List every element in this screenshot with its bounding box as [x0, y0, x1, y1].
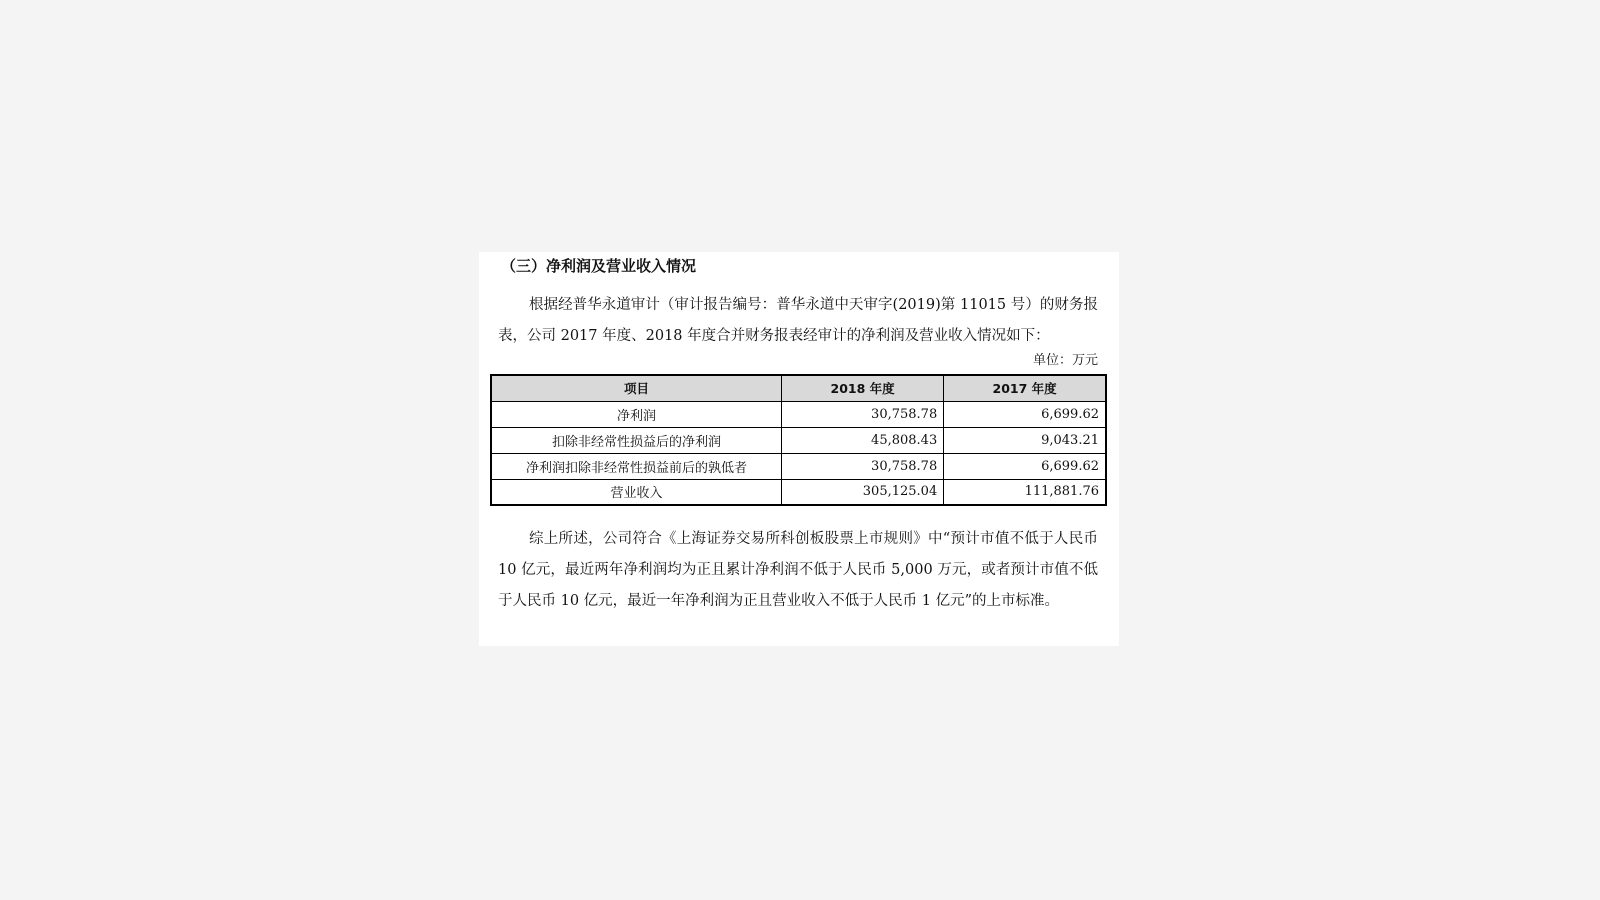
conclusion-paragraph: 综上所述，公司符合《上海证券交易所科创板股票上市规则》中“预计市值不低于人民币 10 亿元，最近两年净利润均为正且累计净利润不低于人民币 5,000 万元，或者预计市值不低于人民币 10 亿元，最近一年净利润为正且营业收入不低于人民币 1 亿元”的上市标准。 — [498, 531, 1098, 609]
value-2017: 9,043.21 — [944, 427, 1106, 453]
section-heading: （三）净利润及营业收入情况 — [501, 257, 697, 275]
table-row — [491, 401, 1106, 427]
value-2017: 6,699.62 — [944, 401, 1106, 427]
table-row — [491, 453, 1106, 479]
header-2017: 2017 年度 — [944, 375, 1106, 401]
row-label: 扣除非经常性损益后的净利润 — [491, 427, 781, 453]
row-label: 净利润 — [491, 401, 781, 427]
value-2018: 305,125.04 — [781, 479, 943, 505]
header-2018: 2018 年度 — [781, 375, 943, 401]
header-item: 项目 — [491, 375, 781, 401]
intro-paragraph: 根据经普华永道审计（审计报告编号：普华永道中天审字(2019)第 11015 号）的财务报表，公司 2017 年度、2018 年度合并财务报表经审计的净利润及营业收入情况如下： — [498, 297, 1098, 344]
document-page — [479, 252, 1119, 646]
financial-table — [490, 374, 1107, 506]
value-2017: 6,699.62 — [944, 453, 1106, 479]
value-2018: 45,808.43 — [781, 427, 943, 453]
row-label: 营业收入 — [491, 479, 781, 505]
unit-label: 单位：万元 — [1032, 353, 1098, 368]
value-2017: 111,881.76 — [944, 479, 1106, 505]
table-row — [491, 479, 1106, 505]
value-2018: 30,758.78 — [781, 401, 943, 427]
value-2018: 30,758.78 — [781, 453, 943, 479]
table-header-row — [491, 375, 1106, 401]
row-label: 净利润扣除非经常性损益前后的孰低者 — [491, 453, 781, 479]
table-row — [491, 427, 1106, 453]
